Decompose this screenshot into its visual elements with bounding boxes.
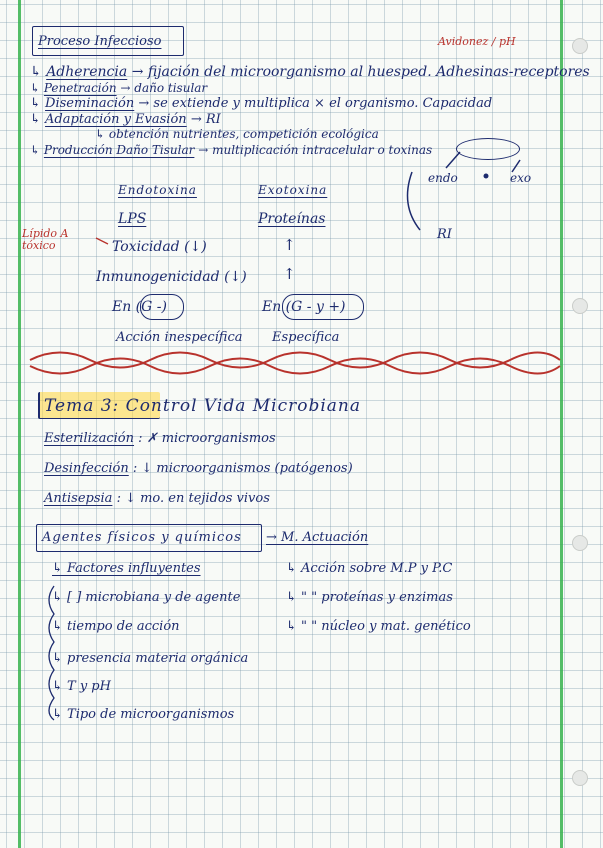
exotoxina-header: Exotoxina — [258, 183, 328, 197]
margin-note-lipido: Lípido A tóxico — [22, 227, 69, 253]
agentes-title: Agentes físicos y químicos — [42, 530, 242, 545]
table-cell: LPS — [118, 211, 147, 227]
ri-label: RI — [437, 227, 452, 242]
factores-heading: ↳ Factores influyentes — [52, 561, 201, 576]
table-cell: Específica — [272, 330, 340, 345]
factor-item: ↳ Tipo de microorganismos — [52, 707, 235, 722]
endotoxina-header: Endotoxina — [118, 183, 197, 197]
exo-label: exo — [510, 171, 532, 185]
factor-item: ↳ [ ] microbiana y de agente — [52, 590, 241, 605]
definition-row: Esterilización : ✗ microorganismos — [44, 431, 276, 446]
stage-item: ↳ Adherencia → fijación del microorganismo al huesped. Adhesinas-receptores — [30, 64, 590, 80]
table-cell: ↑ — [283, 236, 296, 254]
table-cell: ↑ — [283, 265, 296, 283]
factor-item: ↳ presencia materia orgánica — [52, 651, 249, 666]
table-cell: En (G - y +) — [262, 299, 346, 315]
table-cell: En (G -) — [112, 299, 167, 315]
factor-item: ↳ T y pH — [52, 679, 111, 694]
section-title: Proceso Infeccioso — [38, 34, 162, 49]
stage-item: ↳ Adaptación y Evasión → RI — [30, 112, 221, 127]
endo-label: endo — [428, 171, 458, 185]
factor-item: ↳ tiempo de acción — [52, 619, 180, 634]
definition-row: Antisepsia : ↓ mo. en tejidos vivos — [44, 491, 270, 506]
mecanismo-title: → M. Actuación — [266, 530, 369, 545]
stage-subitem: ↳ obtención nutrientes, competición ecológica — [95, 127, 379, 141]
definition-row: Desinfección : ↓ microorganismos (patógenos) — [44, 461, 353, 476]
mecanismo-item: ↳ Acción sobre M.P y P.C — [286, 561, 453, 576]
stage-item: ↳ Producción Daño Tisular → multiplicación intracelular o toxinas — [30, 143, 433, 157]
mecanismo-item: ↳ " " proteínas y enzimas — [286, 590, 453, 605]
table-cell: Acción inespecífica — [116, 330, 243, 345]
stage-item: ↳ Diseminación → se extiende y multiplica × el organismo. Capacidad — [30, 96, 493, 111]
table-cell: Toxicidad (↓) — [112, 239, 207, 255]
margin-note-top: Avidonez / pH — [438, 35, 516, 48]
mecanismo-item: ↳ " " núcleo y mat. genético — [286, 619, 471, 634]
table-cell: Proteínas — [258, 211, 326, 227]
tema-title: Tema 3: Control Vida Microbiana — [44, 396, 362, 416]
table-cell: Inmunogenicidad (↓) — [96, 269, 247, 285]
stage-item: ↳ Penetración → daño tisular — [30, 81, 208, 95]
